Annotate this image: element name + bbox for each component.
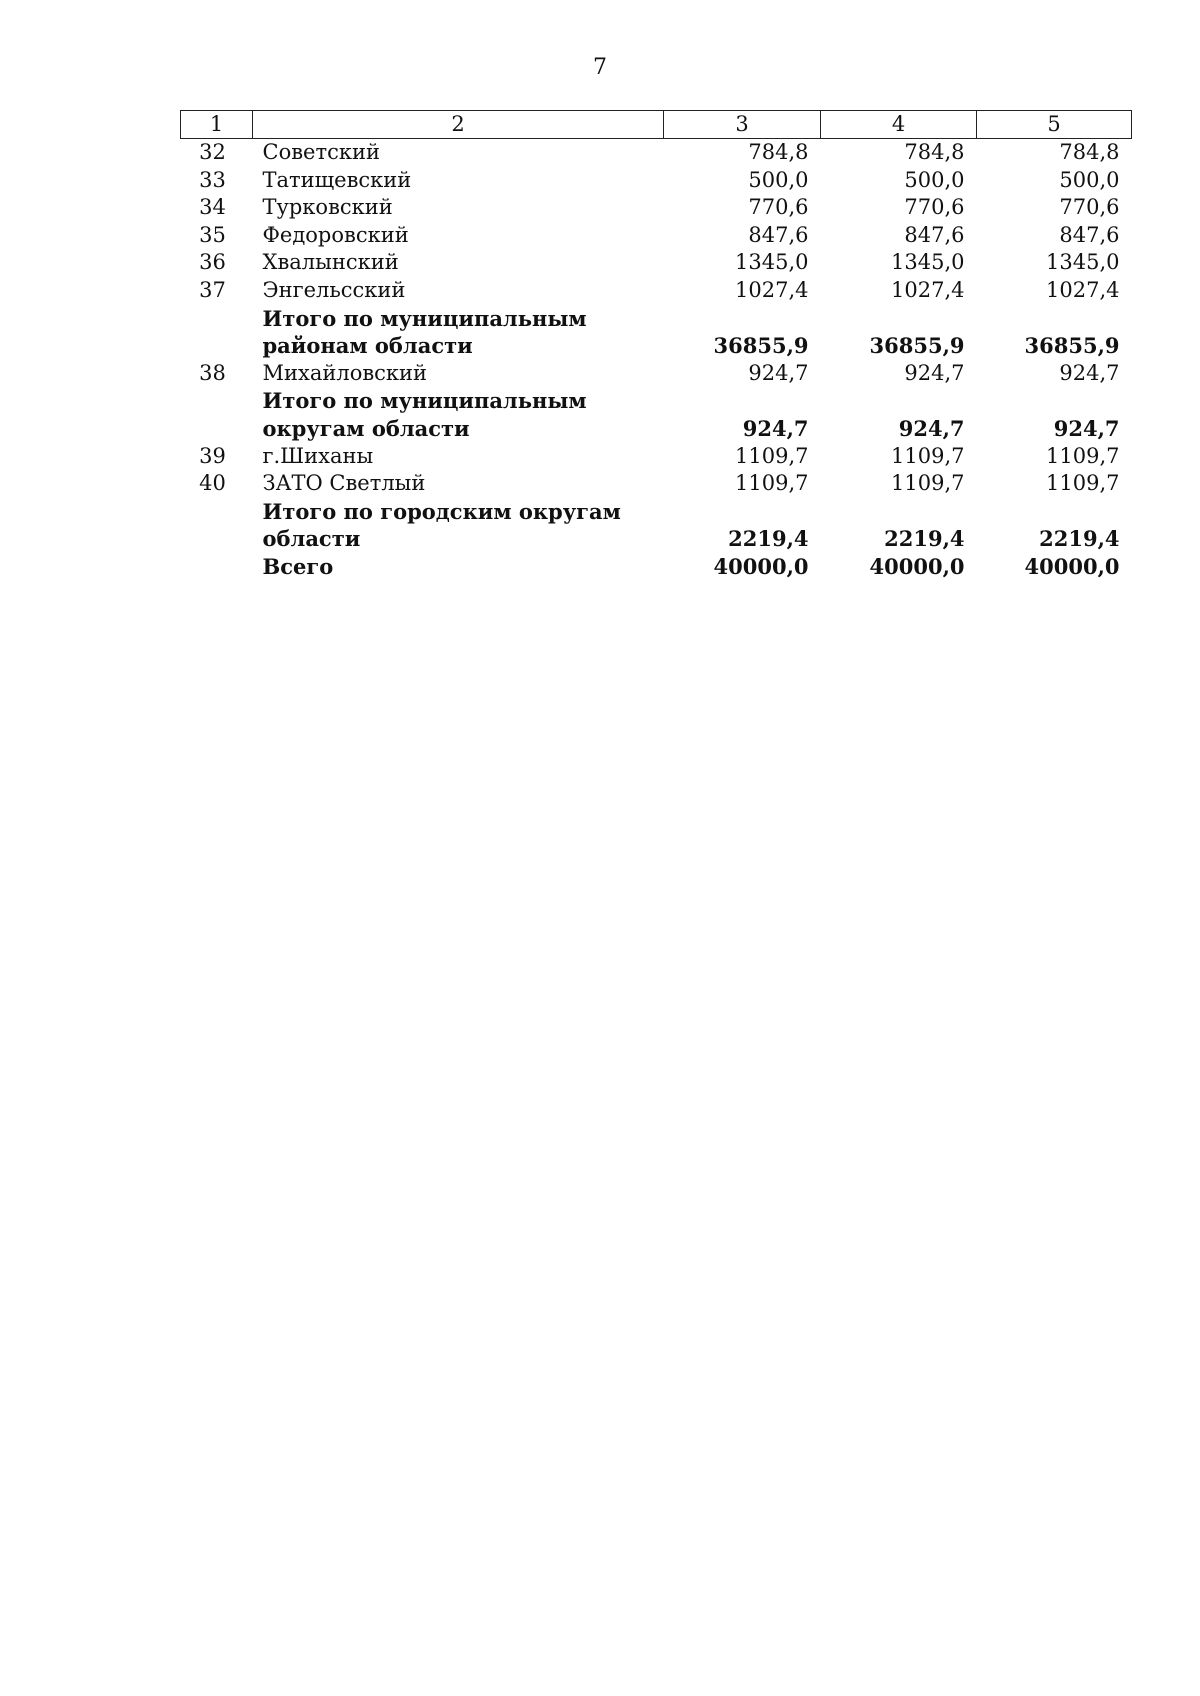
row-name-cell: Итого по муниципальным округам области	[262, 388, 587, 441]
value-col-4-cell: 924,7	[898, 415, 965, 441]
row-number-cell: 32	[199, 140, 226, 164]
value-col-3-cell: 36855,9	[713, 333, 809, 359]
value-col-5-cell: 500,0	[1059, 167, 1120, 192]
value-col-5-cell: 924,7	[1053, 415, 1120, 441]
header-col-1: 1	[181, 111, 253, 139]
table-row	[181, 249, 1132, 277]
table-total-row	[181, 498, 1132, 553]
value-col-3-cell: 1109,7	[735, 443, 809, 468]
value-col-3-cell: 847,6	[748, 222, 809, 247]
value-col-4-cell: 36855,9	[869, 333, 965, 359]
table-total-row	[181, 387, 1132, 442]
value-col-3-cell: 1109,7	[735, 471, 809, 496]
row-name-cell: Турковский	[262, 195, 393, 220]
value-col-5-cell: 1027,4	[1046, 277, 1120, 302]
row-name-cell: Итого по муниципальным районам области	[262, 305, 587, 359]
value-col-5-cell: 847,6	[1059, 222, 1120, 247]
value-col-4-cell: 924,7	[904, 360, 965, 385]
row-name-cell: Итого по городским округам области	[262, 498, 621, 552]
row-number-cell	[181, 305, 253, 360]
row-name-cell: Татищевский	[262, 167, 412, 192]
value-col-4-cell: 847,6	[904, 222, 965, 247]
row-number-cell: 37	[199, 277, 226, 302]
header-col-2: 2	[253, 111, 664, 139]
table-row	[181, 139, 1132, 167]
value-col-5-cell: 1109,7	[1046, 443, 1120, 468]
value-col-3-cell: 500,0	[748, 167, 809, 192]
value-col-4-cell: 1345,0	[891, 250, 965, 275]
row-name-cell: ЗАТО Светлый	[262, 471, 426, 496]
value-col-3-cell: 1027,4	[735, 277, 809, 302]
value-col-5-cell: 40000,0	[1024, 553, 1120, 579]
row-name-cell: Советский	[262, 140, 380, 164]
table-row	[181, 222, 1132, 250]
table-total-row	[181, 305, 1132, 360]
table-body	[181, 139, 1132, 581]
value-col-5-cell: 784,8	[1059, 140, 1120, 164]
value-col-5-cell: 924,7	[1059, 360, 1120, 385]
header-col-3: 3	[664, 111, 821, 139]
table-total-row	[181, 553, 1132, 581]
row-number-cell	[181, 553, 253, 581]
value-col-5-cell: 1345,0	[1046, 250, 1120, 275]
value-col-5-cell: 2219,4	[1039, 526, 1120, 552]
row-name-cell: Энгельсский	[262, 277, 406, 302]
page-number: 7	[593, 55, 607, 80]
value-col-4-cell: 2219,4	[884, 526, 965, 552]
row-number-cell: 36	[199, 250, 226, 275]
value-col-5-cell: 36855,9	[1024, 333, 1120, 359]
table-row	[181, 360, 1132, 388]
row-number-cell: 34	[199, 195, 226, 220]
header-col-5: 5	[977, 111, 1132, 139]
table-header-row	[181, 111, 1132, 139]
value-col-3-cell: 924,7	[748, 360, 809, 385]
table-row	[181, 443, 1132, 471]
value-col-5-cell: 1109,7	[1046, 471, 1120, 496]
header-col-4: 4	[821, 111, 977, 139]
value-col-4-cell: 1109,7	[891, 443, 965, 468]
row-name-cell: Федоровский	[262, 222, 409, 247]
value-col-3-cell: 924,7	[742, 415, 809, 441]
row-name-cell: г.Шиханы	[262, 443, 374, 468]
value-col-4-cell: 784,8	[904, 140, 965, 164]
value-col-3-cell: 2219,4	[728, 526, 809, 552]
row-number-cell: 39	[199, 443, 226, 468]
table-row	[181, 194, 1132, 222]
value-col-5-cell: 770,6	[1059, 195, 1120, 220]
value-col-4-cell: 1027,4	[891, 277, 965, 302]
table-row	[181, 277, 1132, 305]
value-col-4-cell: 500,0	[904, 167, 965, 192]
allocation-table	[180, 110, 1132, 581]
value-col-4-cell: 770,6	[904, 195, 965, 220]
table-row	[181, 470, 1132, 498]
row-number-cell: 38	[199, 360, 226, 385]
row-name-cell: Всего	[262, 553, 334, 579]
value-col-3-cell: 40000,0	[713, 553, 809, 579]
row-number-cell	[181, 498, 253, 553]
value-col-4-cell: 1109,7	[891, 471, 965, 496]
row-name-cell: Хвалынский	[262, 250, 399, 275]
row-name-cell: Михайловский	[262, 360, 428, 385]
row-number-cell: 33	[199, 167, 226, 192]
table-row	[181, 167, 1132, 195]
value-col-3-cell: 1345,0	[735, 250, 809, 275]
row-number-cell	[181, 387, 253, 442]
value-col-4-cell: 40000,0	[869, 553, 965, 579]
row-number-cell: 35	[199, 222, 226, 247]
value-col-3-cell: 770,6	[748, 195, 809, 220]
row-number-cell: 40	[199, 471, 226, 496]
value-col-3-cell: 784,8	[748, 140, 809, 164]
